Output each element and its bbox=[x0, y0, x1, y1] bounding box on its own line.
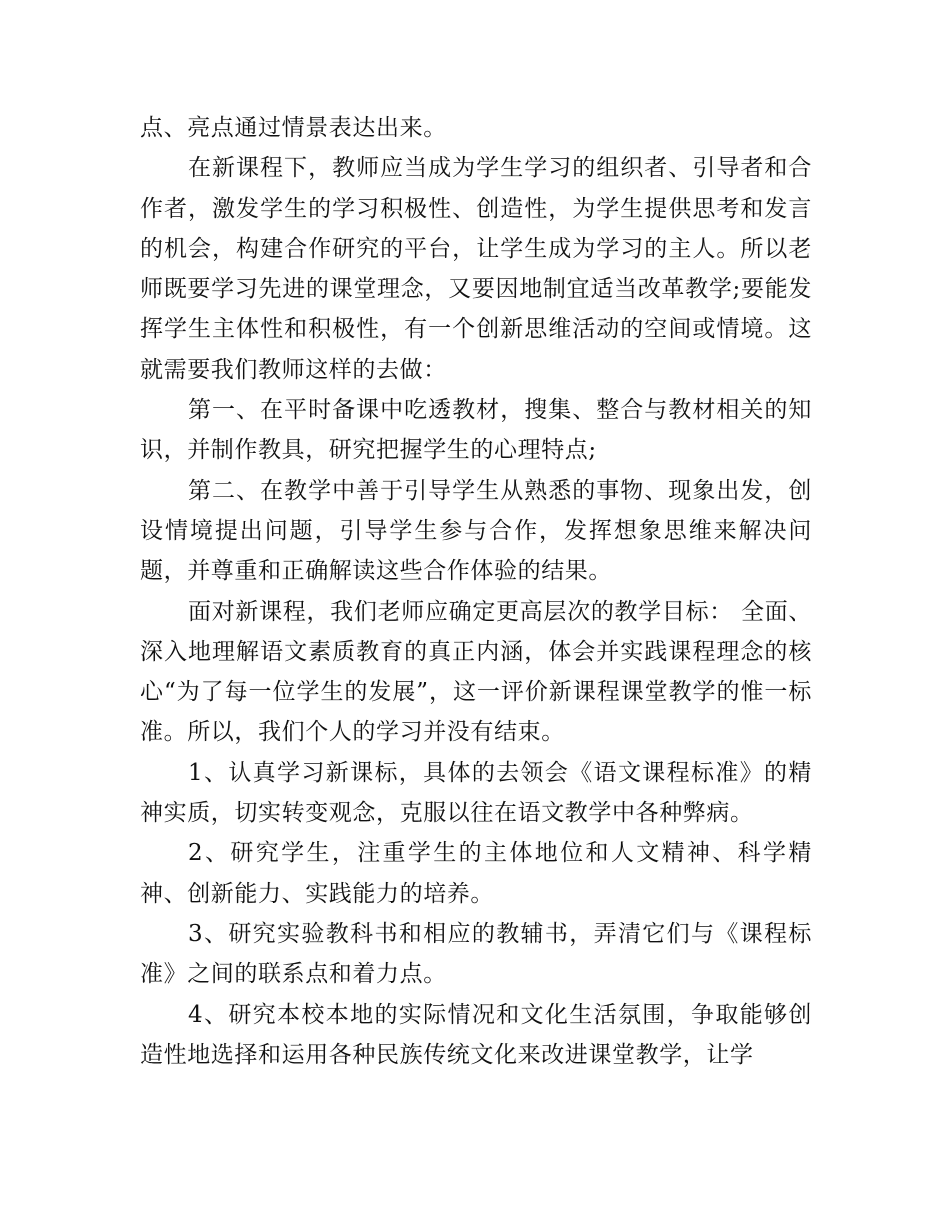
list-item-2: 2、研究学生，注重学生的主体地位和人文精神、科学精神、创新能力、实践能力的培养。 bbox=[140, 840, 812, 907]
paragraph-point-first: 第一、在平时备课中吃透教材，搜集、整合与教材相关的知识，并制作教具，研究把握学生的心理特点; bbox=[140, 397, 812, 464]
body-text bbox=[140, 108, 812, 1075]
paragraph-point-second: 第二、在教学中善于引导学生从熟悉的事物、现象出发，创设情境提出问题，引导学生参与合作，发挥想象思维来解决问题，并尊重和正确解读这些合作体验的结果。 bbox=[140, 477, 812, 585]
list-item-4: 4、研究本校本地的实际情况和文化生活氛围，争取能够创造性地选择和运用各种民族传统文化来改进课堂教学，让学 bbox=[140, 1001, 812, 1068]
paragraph-continuation: 点、亮点通过情景表达出来。 bbox=[140, 115, 447, 141]
paragraph-teaching-goal: 面对新课程，我们老师应确定更高层次的教学目标： 全面、深入地理解语文素质教育的真正内涵，体会并实践课程理念的核心“为了每一位学生的发展”，这一评价新课程课堂教学的惟一标准。所以，我们个人的学习并没有结束。 bbox=[140, 598, 812, 746]
paragraph-new-curriculum: 在新课程下，教师应当成为学生学习的组织者、引导者和合作者，激发学生的学习积极性、创造性，为学生提供思考和发言的机会，构建合作研究的平台，让学生成为学习的主人。所以老师既要学习先进的课堂理念，又要因地制宜适当改革教学;要能发挥学生主体性和积极性，有一个创新思维活动的空间或情境。这就需要我们教师这样的去做： bbox=[140, 155, 812, 383]
list-item-1: 1、认真学习新课标，具体的去领会《语文课程标准》的精神实质，切实转变观念，克服以往在语文教学中各种弊病。 bbox=[140, 759, 812, 827]
list-item-3: 3、研究实验教科书和相应的教辅书，弄清它们与《课程标准》之间的联系点和着力点。 bbox=[140, 920, 812, 988]
